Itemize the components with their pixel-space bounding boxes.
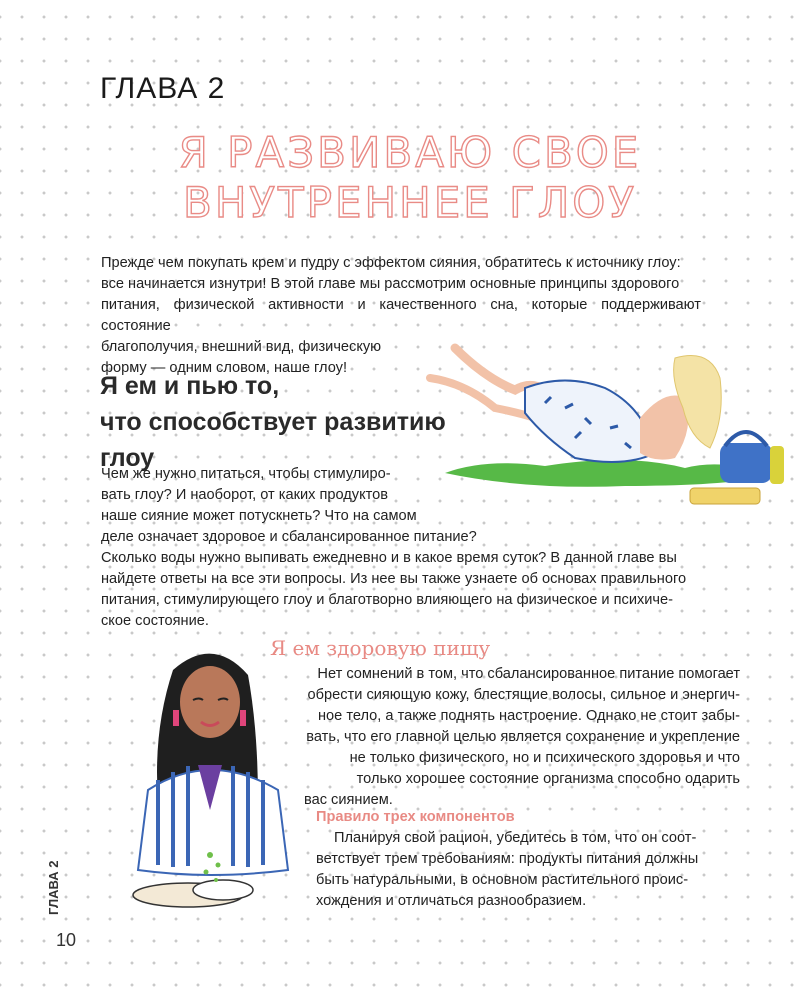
- text-line: не только физического, но и психического здоровья и что: [349, 750, 740, 766]
- text-line: Сколько воды нужно выпивать ежедневно и в какое время суток? В данной главе вы: [101, 550, 677, 566]
- section-heading-eat-drink: [100, 368, 480, 476]
- chapter-label: ГЛАВА 2: [100, 72, 226, 105]
- text-line: Чем же нужно питаться, чтобы стимулиро-: [101, 466, 391, 482]
- text-line: питания, стимулирующего глоу и благотворно влияющего на физическое и психиче-: [101, 592, 674, 608]
- text-line: Нет сомнений в том, что сбалансированное питание помогает: [317, 666, 740, 682]
- subheading-three-components: Правило трех компонентов: [316, 809, 515, 825]
- section2-paragraph: [270, 664, 740, 811]
- text-line: наше сияние может потускнеть? Что на самом: [101, 508, 417, 524]
- heading-line: Я ем и пью то,: [100, 372, 280, 400]
- heading-line: глоу: [100, 444, 155, 472]
- text-line: быть натуральными, в основном растительного проис-: [316, 872, 689, 888]
- text-line: деле означает здоровое и сбалансированное питание?: [101, 529, 477, 545]
- section-heading-healthy-food: Я ем здоровую пищу: [270, 636, 491, 660]
- text-line: найдете ответы на все эти вопросы. Из нее вы также узнаете об основах правильного: [101, 571, 687, 587]
- page-number: 10: [56, 930, 77, 950]
- text-line: вас сиянием.: [304, 792, 393, 808]
- text-line: хождения и отличаться разнообразием.: [316, 893, 587, 909]
- section1-paragraph: [101, 464, 741, 632]
- text-line: обрести сияющую кожу, блестящие волосы, сильное и энергич-: [307, 687, 740, 703]
- text-line: форму — одним словом, наше глоу!: [101, 360, 348, 376]
- text-line: вать, что его главной целью является сохранение и укрепление: [306, 729, 740, 745]
- text-line: ветствует трем требованиям: продукты питания должны: [316, 851, 699, 867]
- section3-paragraph: [316, 828, 736, 912]
- chapter-title: [150, 128, 670, 228]
- text-line: только хорошее состояние организма способно одарить: [356, 771, 740, 787]
- chapter-title-line-1: Я РАЗВИВАЮ СВОЕ: [178, 128, 642, 177]
- text-line: вать глоу? И наоборот, от каких продуктов: [101, 487, 389, 503]
- text-line: все начинается изнутри! В этой главе мы рассмотрим основные принципы здорового: [101, 276, 680, 292]
- heading-line: что способствует развитию: [100, 408, 446, 436]
- text-line: Планируя свой рацион, убедитесь в том, что он соот-: [334, 830, 697, 846]
- text-line: ное тело, а также поднять настроение. Однако не стоит забы-: [318, 708, 740, 724]
- text-line: Прежде чем покупать крем и пудру с эффектом сияния, обратитесь к источнику глоу:: [101, 255, 681, 271]
- sidebar-chapter-label: ГЛАВА 2: [46, 860, 61, 915]
- text-line: благополучия, внешний вид, физическую: [101, 339, 382, 355]
- chapter-title-line-2: ВНУТРЕННЕЕ ГЛОУ: [183, 178, 637, 227]
- text-line: питания, физической активности и качественного сна, которые поддерживают состояние: [101, 297, 701, 334]
- text-line: ское состояние.: [101, 613, 209, 629]
